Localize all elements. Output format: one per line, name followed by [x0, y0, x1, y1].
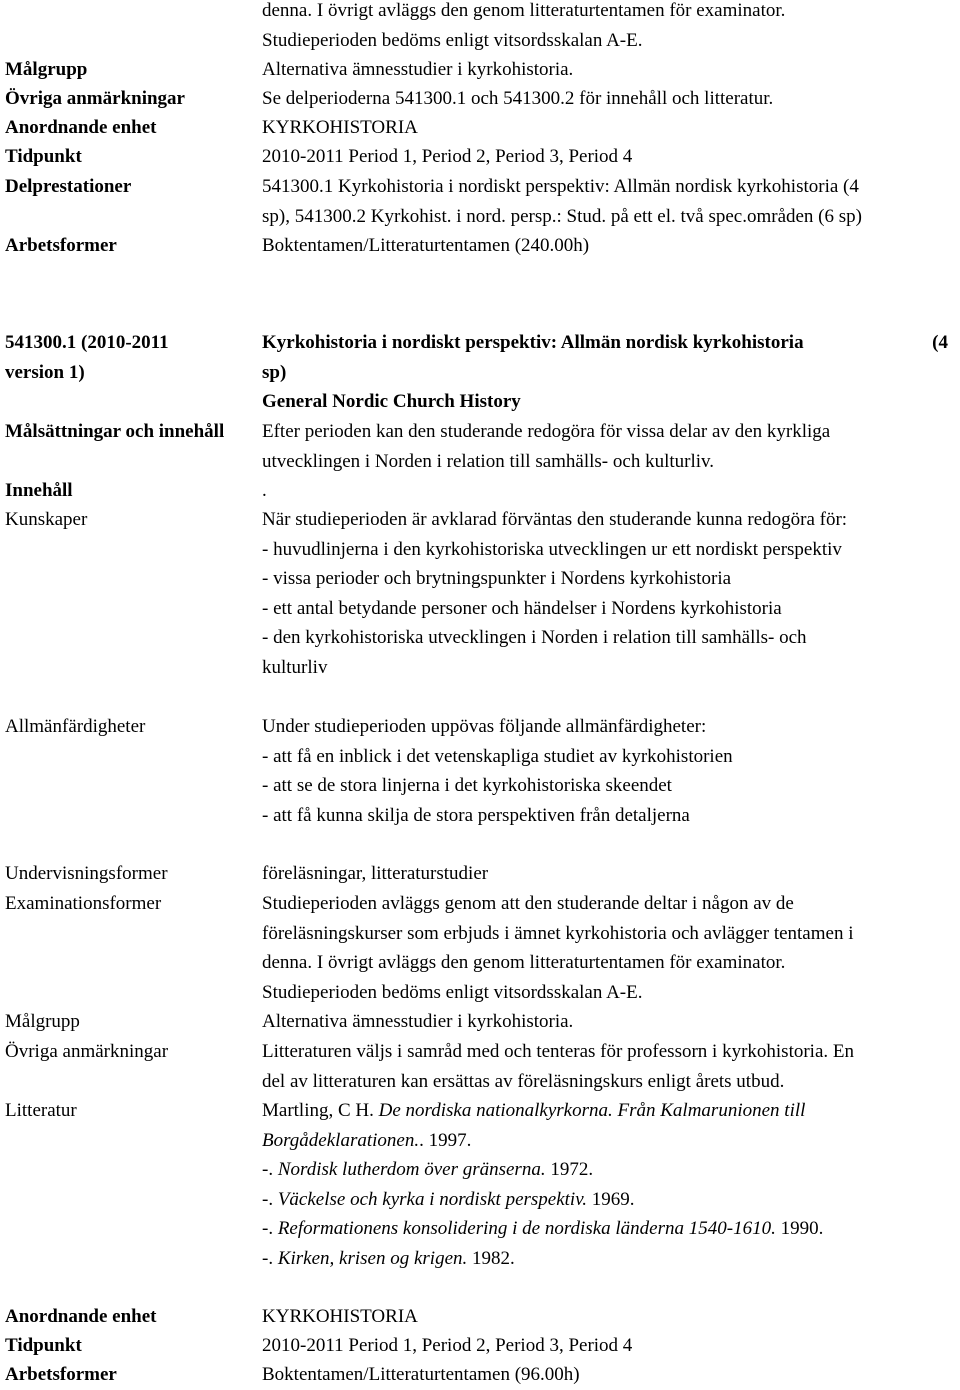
field-value-line: Efter perioden kan den studerande redogöra för vissa delar av den kyrkliga: [262, 421, 831, 442]
literature-line: -. Reformationens konsolidering i de nordiska länderna 1540-1610. 1990.: [262, 1218, 824, 1239]
course-code: 541300.1 (2010-2011: [5, 332, 169, 353]
prev-exam-line: denna. I övrigt avläggs den genom litteraturtentamen för examinator.: [262, 0, 786, 21]
course-credit: (4: [932, 332, 948, 353]
field-value: 2010-2011 Period 1, Period 2, Period 3, Period 4: [262, 146, 633, 167]
field-value-line: utvecklingen i Norden i relation till samhälls- och kulturliv.: [262, 450, 715, 472]
field-value-line: Studieperioden bedöms enligt vitsordsskalan A-E.: [262, 981, 643, 1003]
field-label: Undervisningsformer: [5, 863, 168, 884]
course-subtitle: General Nordic Church History: [262, 391, 521, 412]
field-value-line: - ett antal betydande personer och händelser i Nordens kyrkohistoria: [262, 597, 782, 619]
course-version: version 1): [5, 361, 85, 383]
field-value-line: del av litteraturen kan ersättas av föreläsningskurs enligt årets utbud.: [262, 1070, 785, 1092]
field-value: 2010-2011 Period 1, Period 2, Period 3, Period 4: [262, 1335, 633, 1356]
field-label: Övriga anmärkningar: [5, 88, 185, 109]
field-value: Alternativa ämnesstudier i kyrkohistoria.: [262, 59, 574, 80]
field-label: Tidpunkt: [5, 1335, 82, 1356]
field-label: Anordnande enhet: [5, 117, 157, 138]
field-value-line: 541300.1 Kyrkohistoria i nordiskt perspektiv: Allmän nordisk kyrkohistoria (4: [262, 176, 859, 197]
literature-line: -. Kirken, krisen og krigen. 1982.: [262, 1247, 515, 1269]
field-value-line: - den kyrkohistoriska utvecklingen i Norden i relation till samhälls- och: [262, 627, 807, 648]
field-label: Målsättningar och innehåll: [5, 421, 225, 442]
field-label: Målgrupp: [5, 59, 88, 80]
prev-exam-line: Studieperioden bedöms enligt vitsordsskalan A-E.: [262, 29, 643, 51]
field-value-line: - att se de stora linjerna i det kyrkohistoriska skeendet: [262, 775, 672, 796]
field-value: Boktentamen/Litteraturtentamen (96.00h): [262, 1364, 580, 1385]
field-label: Examinationsformer: [5, 893, 162, 914]
field-value: Se delperioderna 541300.1 och 541300.2 för innehåll och litteratur.: [262, 88, 774, 109]
course-title: Kyrkohistoria i nordiskt perspektiv: Allmän nordisk kyrkohistoria: [262, 332, 804, 353]
course-title-cont: sp): [262, 361, 287, 383]
field-label: Arbetsformer: [5, 1364, 117, 1385]
field-value-line: sp), 541300.2 Kyrkohist. i nord. persp.: Stud. på ett el. två spec.områden (6 sp): [262, 205, 862, 227]
field-label: Delprestationer: [5, 176, 132, 197]
field-label: Innehåll: [5, 480, 73, 501]
field-value-line: - vissa perioder och brytningspunkter i Nordens kyrkohistoria: [262, 568, 732, 589]
field-label: Allmänfärdigheter: [5, 716, 146, 737]
field-value-line: föreläsningskurser som erbjuds i ämnet kyrkohistoria och avlägger tentamen i: [262, 922, 854, 944]
field-value-line: Under studieperioden uppövas följande allmänfärdigheter:: [262, 716, 707, 737]
field-label: Övriga anmärkningar: [5, 1041, 169, 1062]
field-value: föreläsningar, litteraturstudier: [262, 863, 489, 884]
field-value-line: Litteraturen väljs i samråd med och tenteras för professorn i kyrkohistoria. En: [262, 1041, 854, 1062]
field-value: KYRKOHISTORIA: [262, 1306, 418, 1327]
field-value-line: När studieperioden är avklarad förväntas den studerande kunna redogöra för:: [262, 509, 848, 530]
literature-line: -. Väckelse och kyrka i nordiskt perspektiv. 1969.: [262, 1188, 635, 1210]
field-label: Anordnande enhet: [5, 1306, 157, 1327]
literature-line: Borgådeklarationen.. 1997.: [262, 1129, 472, 1151]
field-value: KYRKOHISTORIA: [262, 117, 418, 138]
field-value-line: - att få en inblick i det vetenskapliga studiet av kyrkohistorien: [262, 745, 733, 767]
field-label: Arbetsformer: [5, 235, 117, 256]
field-value: Alternativa ämnesstudier i kyrkohistoria.: [262, 1011, 574, 1032]
field-value-line: kulturliv: [262, 656, 328, 678]
field-label: Målgrupp: [5, 1011, 80, 1032]
field-value-line: denna. I övrigt avläggs den genom litteraturtentamen för examinator.: [262, 952, 786, 973]
field-label: Tidpunkt: [5, 146, 82, 167]
field-value-line: - att få kunna skilja de stora perspektiven från detaljerna: [262, 804, 690, 826]
literature-line: -. Nordisk lutherdom över gränserna. 1972.: [262, 1159, 594, 1180]
literature-line: Martling, C H. De nordiska nationalkyrkorna. Från Kalmarunionen till: [262, 1100, 806, 1121]
field-label: Kunskaper: [5, 509, 88, 530]
field-value: Boktentamen/Litteraturtentamen (240.00h): [262, 235, 590, 256]
field-value-line: - huvudlinjerna i den kyrkohistoriska utvecklingen ur ett nordiskt perspektiv: [262, 538, 842, 560]
field-value-line: Studieperioden avläggs genom att den studerande deltar i någon av de: [262, 893, 794, 914]
field-label: Litteratur: [5, 1100, 77, 1121]
field-value: .: [262, 480, 267, 501]
